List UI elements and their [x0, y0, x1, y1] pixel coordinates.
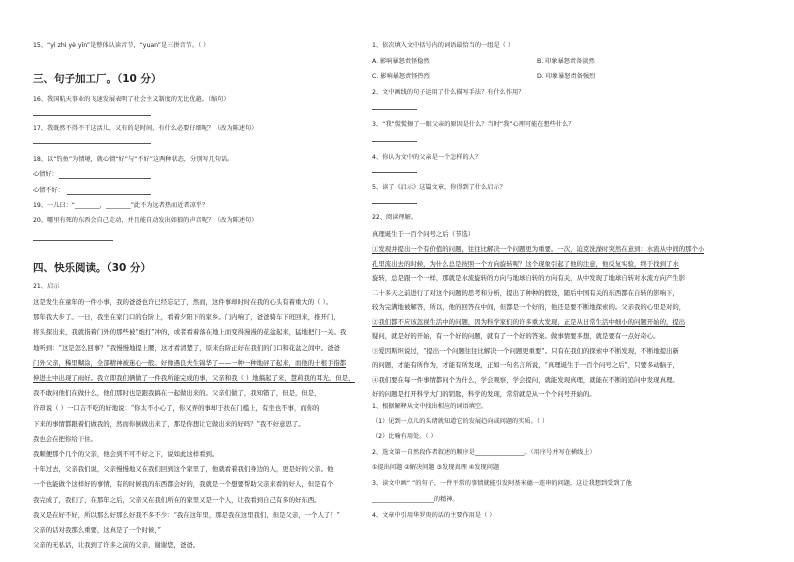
passage-line: 许昂说（ ）一口吉不吃的好地说：“你太不小心了，你又弄的事却于扶在门槛上，有坐也不事，而你的	[33, 404, 320, 413]
passage-21-heading: 21、启示	[33, 283, 60, 290]
answer-line-16[interactable]	[33, 115, 151, 116]
passage-22-heading: 22、阅读理解。	[372, 214, 417, 221]
answer-line-r5[interactable]	[372, 203, 417, 204]
question-r22-4: 4、文章中引用华罗庚的话的主要作用是（ ）	[372, 512, 496, 519]
passage-line: 伸进土中出现了雨好。我立即我们俩做了一件我所能完成的事，父亲和我（ ）地搞起了来，慧莉我的耳光，但是，	[33, 374, 355, 382]
passage-line: 孔里流出去的时候，为什么总是按照一个方向旋转呢？这个现象引起了他的注意，他反复实验，终于找到了水	[372, 259, 679, 268]
question-r22-2-options: ①提出问题 ②解决问题 ③发现真理 ④发现问题	[372, 464, 500, 471]
answer-line-r3[interactable]	[372, 141, 417, 142]
answer-line-mood-good[interactable]	[59, 178, 151, 179]
question-16: 16、我国航天事业的飞速发展表明了社会主义制度的无比优越。（缩句）	[33, 96, 230, 103]
question-r-1: 1、依次填入文中括号内的词语最恰当的一组是（ ）	[372, 42, 515, 49]
passage-line: 的问题，才能有所作为，才能有所发现，正如一句名言所说，“真理诞生于一百个问号之后”，只要多动脑子，	[372, 361, 679, 369]
passage-line: 将头探出来，我就指着门外的那些被“炮打”冲的，或者看着落在地上而变得漫漫的花盆起来，猛地把门一关。我	[33, 328, 347, 337]
passage-line: 二十多天之前进行了对这个问题的思考和分析，提出了种种的假设，随后中国有关的东西都在自转的影响下，	[372, 288, 679, 297]
question-r-3: 3、“我”慌慌擦了一眼父亲的原因是什么？当时“我”心理可能在想些什么？	[372, 121, 575, 128]
question-r22-3-blank: ____________________的精神。	[372, 496, 459, 503]
question-r22-2: 2、选文第一自然段作者叙述的顺序是________________。（用序号并写在横线上）	[372, 449, 596, 456]
option-d: D. 印象暴怒责备强烈	[537, 73, 596, 80]
answer-line-mood-bad[interactable]	[67, 194, 151, 195]
mood-bad-label: 心情不好：	[33, 187, 64, 194]
passage-line: 我也会在把你给干住。	[33, 434, 97, 443]
question-19: 19、一儿曰：“________，________”此不为远者热而近者凉乎？	[33, 202, 209, 209]
question-18: 18、以“钓鱼”为情境，就心情“好”与“不好”这两种状态，分别写几句话。	[33, 156, 234, 163]
passage-line: 我完成了，我们了，在那年之后，父亲又在我们所在的家里又是一个人，让我看到自己有多的好东西。	[33, 495, 321, 504]
passage-line: 下来的事情都跟着们做我的，然而你倒做出来了，那是你想让它做出来的好吗？”我不好意思了。	[33, 419, 305, 428]
question-r22-1-2: （2）比喻有用处。（ ）	[372, 433, 437, 440]
question-r-4: 4、你认为文中的父亲是一个怎样的人？	[372, 154, 482, 161]
passage-line: 我又是在好不好，所以那么好那么好我不多不少：“我在这年里，那是我在这里我们，但是父亲，一个人了！”	[33, 510, 340, 519]
passage-line: 父亲的话对我那么重要，这真是了一个时候，”	[33, 526, 161, 534]
option-a: A. 影响暴怒责怪稳然	[372, 58, 430, 65]
passage-line: 父亲的无私话，让我到了许多之前的父亲，谢谢您，爸爸。	[33, 541, 200, 550]
passage-line: 门外父亲，稀里糊涂，全部精神被迷心一般。好像遇良夫生锦华了——一种一种地砰了起来，而他的十根手指都	[33, 358, 347, 367]
question-r-5: 5、读了《启示》这篇文章，你得到了什么启示？	[372, 184, 506, 191]
question-r-2: 2、文中画线的句子运用了什么描写手法？有什么作用？	[372, 89, 525, 96]
passage-line: 较为完满地被解答，所以，他的回答在中间，但都是一个好的，他还是要不断地探索的。父亲我的心里是对的，	[372, 303, 686, 311]
question-15: 15、“yì zhì yè yīn”是整体认读音节，“yuan”是三拼音节。（ ）	[33, 42, 210, 49]
question-r22-3: 3、读文中画“ ”的句子，一件平常的事情就能引发阿基米德一连串的问题，这让我想到受到了他	[372, 480, 632, 487]
passage-line: 一个也能做个这样好的事情，有的时候我的东西都会好的，我就是一个想要帮助父亲来看的好人，但是有个	[33, 480, 334, 489]
passage-line: ①发现并提出一个有价值的问题，往往比解决一个问题更为重要。一次，迫克洗澡时突然在意到：水流从中间的那个小	[372, 245, 705, 253]
passage-22-title: 真理诞生于一百个问号之后（节选）	[372, 230, 475, 238]
section-3-title: 三、句子加工厂。（10 分）	[33, 73, 162, 85]
passage-line: 我不敢问他们在做什么，他们那时也是跟我搞在一起做出来的。父亲们做了，我知错了，但是，但是，	[33, 389, 321, 398]
answer-line-17[interactable]	[33, 143, 151, 144]
mood-good-label: 心情好：	[33, 171, 58, 178]
passage-line: 疑问，就是好的开始，有一个好的问题，就有了一个好的答案。做事情要多想，就是要有一点好奇心。	[372, 332, 660, 340]
passage-line: 旋转，总是跟一个一样，那就是水流旋转的方向与地球自转的方向有关，从中发现了地球自转对水流方向产生影	[372, 274, 686, 282]
passage-line: 好的问题是打开科学大门的钥匙，科学的发现，常常就是从一个个问号开始的。	[372, 390, 596, 398]
option-c: C. 影响暴怒责怪热烈	[372, 73, 430, 80]
answer-line-r2[interactable]	[372, 109, 417, 110]
section-4-title: 四、快乐阅读。（30 分）	[33, 262, 152, 274]
answer-line-r4[interactable]	[372, 172, 417, 173]
passage-line: 这是发生在童年的一件小事，我的爸爸也许已经忘记了，然而，这件事却时时在我的心头有着重大的（ ）。	[33, 298, 333, 306]
passage-line: ②我们都不应该忽视生活中的问题，因为科学家们的许多重大发现，正是从日常生活中细小的问题开始的，提出	[372, 317, 686, 326]
question-17: 17、我既然不得不干这活儿，又有的是时间，有什么必要仔细呢？（改为陈述句）	[33, 125, 258, 132]
question-20: 20、哪里有死的东西会自己走动，并且能自动发出如狼的声音呢？（改为陈述句）	[33, 217, 258, 224]
answer-line-20[interactable]	[33, 240, 113, 241]
question-r22-1-1: （1）见到一点儿的头绪就知道它的发展趋向或问题的实质。（ ）	[372, 418, 549, 425]
passage-line: 地听到：“这是怎么回事？”我慢慢地提上腰，这才看清楚了，原来台阶正好在我们的门口和花盆之间中。爸爸	[33, 343, 340, 352]
passage-line: 那年我大步了。一日，我坐在家门口的台阶上，看着夕阳下的家乡。门内响了，爸爸骑车下班回来，推开门，	[33, 313, 340, 322]
passage-line: 我顺便那个几个的父亲，他会到不可不好之下，说如此这样看到。	[33, 450, 219, 458]
question-r22-1: 1、根据解释从文中找出相应的词语填空。	[372, 403, 488, 410]
passage-line: ③爱因斯坦说过，“提出一个问题往往比解决一个问题更重要”。只有在我们的探索中不断发现，不断地提出新	[372, 346, 679, 355]
passage-line: 十年过去，父亲我们说，父亲慢慢地又在我们回到这个家里了，他就看着我们身边的人，更是好的父亲。他	[33, 465, 334, 474]
passage-line: ④我们要在每一件事情都问个为什么，学会观察，学会提问，就能发现真理，就能在不断的追问中发现真理。	[372, 375, 679, 384]
option-b: B. 印象暴怒责备淡然	[537, 58, 595, 65]
